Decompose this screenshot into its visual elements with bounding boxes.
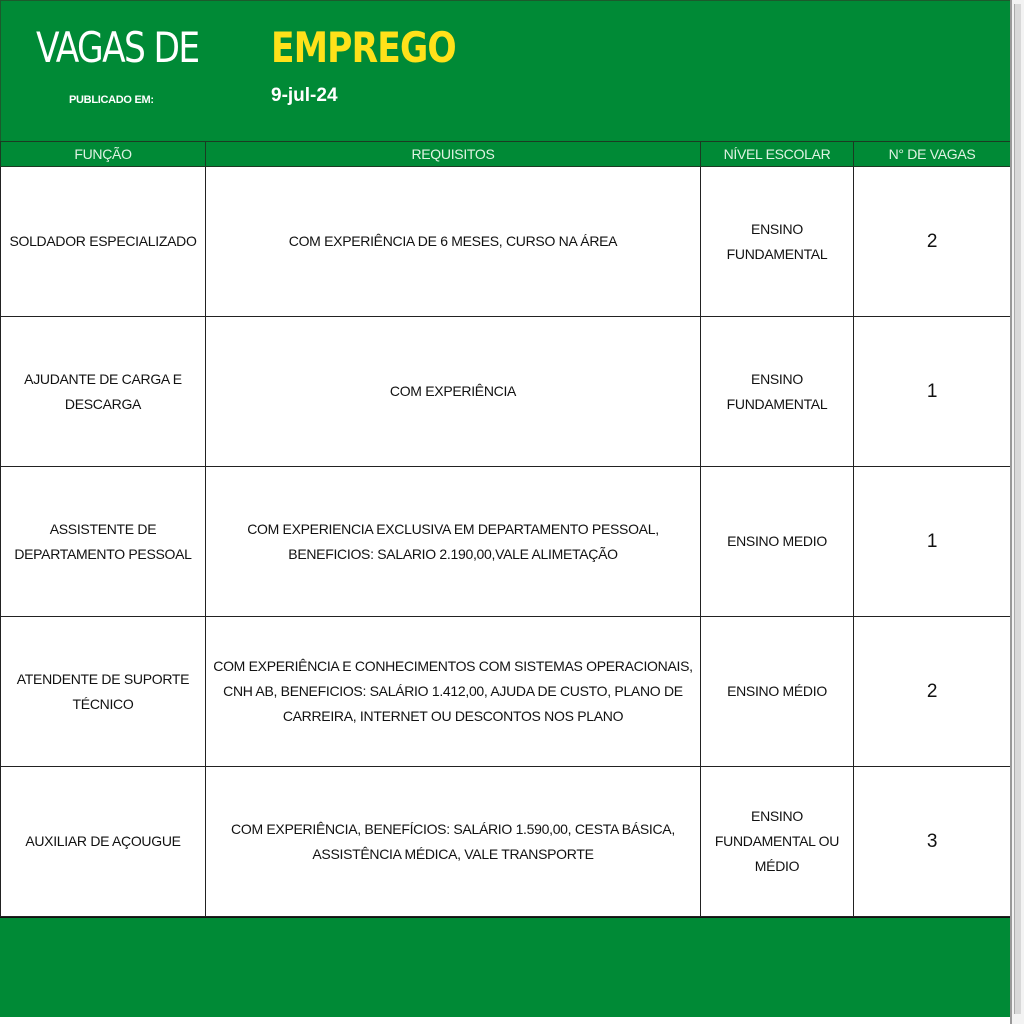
cell-requisitos xyxy=(206,617,701,767)
nivel-text: ENSINO FUNDAMENTAL xyxy=(726,220,828,262)
nivel-text: ENSINO FUNDAMENTAL OU MÉDIO xyxy=(714,808,840,874)
cell-funcao xyxy=(1,617,206,767)
published-label: PUBLICADO EM: xyxy=(69,94,154,106)
requisitos-text: COM EXPERIENCIA EXCLUSIVA EM DEPARTAMENTO PESSOAL, BENEFICIOS: SALARIO 2.190,00,VALE ALIMETAÇÃO xyxy=(247,520,659,562)
table-row xyxy=(1,467,1011,617)
funcao-text: ATENDENTE DE SUPORTE TÉCNICO xyxy=(16,670,190,712)
cell-vagas: 3 xyxy=(854,767,1011,917)
title-vagas-de: VAGAS DE xyxy=(36,23,199,72)
cell-funcao: SOLDADOR ESPECIALIZADO xyxy=(1,167,206,317)
requisitos-text: COM EXPERIÊNCIA, BENEFÍCIOS: SALÁRIO 1.590,00, CESTA BÁSICA, ASSISTÊNCIA MÉDICA, VALE TRANSPORTE xyxy=(231,820,675,862)
table-row xyxy=(1,767,1011,917)
column-header-funcao: FUNÇÃO xyxy=(1,142,206,167)
cell-vagas: 1 xyxy=(854,317,1011,467)
cell-nivel xyxy=(701,317,854,467)
cell-requisitos: COM EXPERIÊNCIA DE 6 MESES, CURSO NA ÁREA xyxy=(206,167,701,317)
cell-requisitos xyxy=(206,467,701,617)
jobs-table xyxy=(0,141,1011,917)
cell-nivel xyxy=(701,767,854,917)
footer-banner xyxy=(0,917,1010,1017)
cell-nivel xyxy=(701,167,854,317)
cell-vagas: 2 xyxy=(854,167,1011,317)
cell-nivel: ENSINO MEDIO xyxy=(701,467,854,617)
cell-funcao: AUXILIAR DE AÇOUGUE xyxy=(1,767,206,917)
scrollbar-thumb[interactable] xyxy=(1014,4,1021,1014)
published-date: 9-jul-24 xyxy=(271,85,338,106)
cell-vagas: 2 xyxy=(854,617,1011,767)
nivel-text: ENSINO FUNDAMENTAL xyxy=(726,370,828,412)
table-row xyxy=(1,317,1011,467)
column-header-num-vagas: N° DE VAGAS xyxy=(854,142,1011,167)
cell-funcao: ASSISTENTE DE DEPARTAMENTO PESSOAL xyxy=(1,467,206,617)
cell-funcao xyxy=(1,317,206,467)
cell-requisitos xyxy=(206,767,701,917)
table-row xyxy=(1,167,1011,317)
header-banner xyxy=(0,0,1010,141)
column-header-requisitos: REQUISITOS xyxy=(206,142,701,167)
table-row xyxy=(1,617,1011,767)
column-header-nivel-escolar: NÍVEL ESCOLAR xyxy=(701,142,854,167)
requisitos-text: COM EXPERIÊNCIA E CONHECIMENTOS COM SISTEMAS OPERACIONAIS, CNH AB, BENEFICIOS: SALÁRIO 1.412,00, AJUDA DE CUSTO, PLANO DE CARREIRA, INTERNET OU DESCONTOS NOS PLANO xyxy=(213,658,693,724)
cell-nivel: ENSINO MÉDIO xyxy=(701,617,854,767)
funcao-text: AJUDANTE DE CARGA E DESCARGA xyxy=(24,370,182,412)
cell-requisitos: COM EXPERIÊNCIA xyxy=(206,317,701,467)
table-header-row xyxy=(1,142,1011,167)
vertical-scrollbar[interactable] xyxy=(1010,0,1024,1024)
cell-vagas: 1 xyxy=(854,467,1011,617)
title-emprego: EMPREGO xyxy=(271,23,456,72)
